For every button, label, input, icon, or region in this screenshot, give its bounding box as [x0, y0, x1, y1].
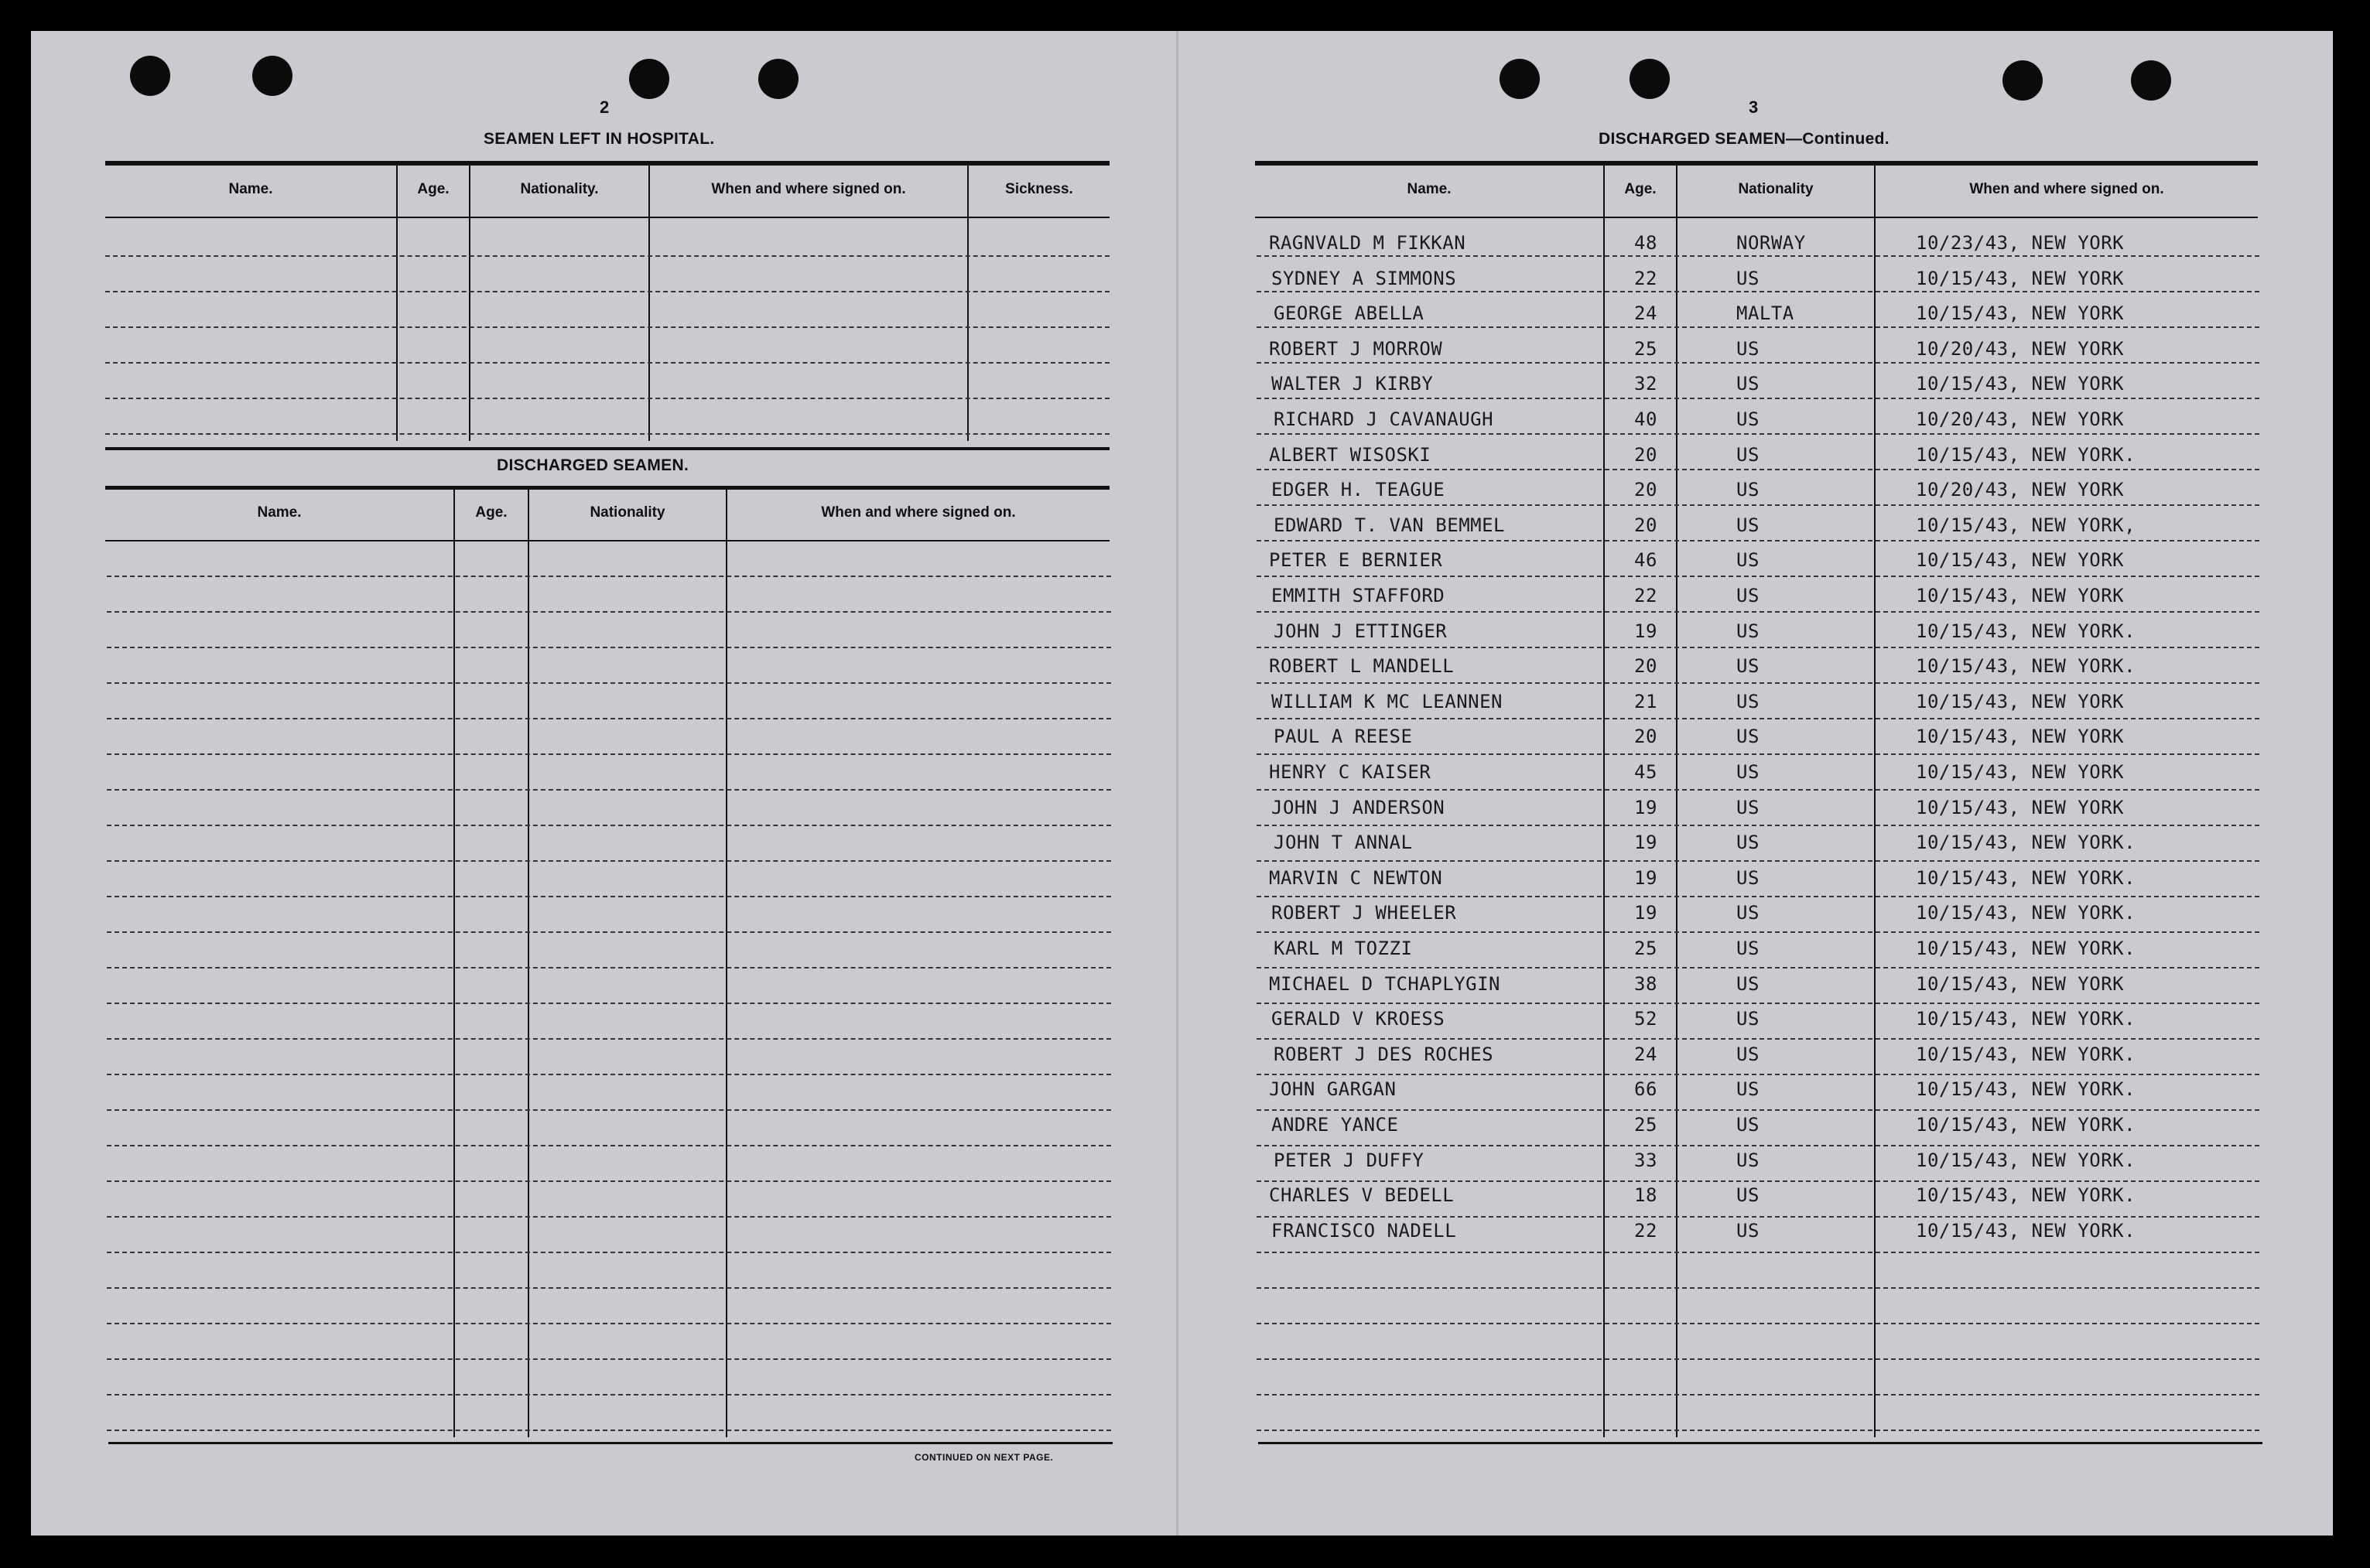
hospital-header-age: Age.	[417, 181, 450, 197]
dashed-rule	[107, 1252, 1111, 1253]
dashed-rule	[107, 576, 1111, 577]
dashed-rule	[107, 931, 1111, 933]
dashed-rule	[1257, 1109, 2259, 1111]
punch-hole	[1500, 59, 1540, 99]
seaman-signed-on: 10/15/43, NEW YORK	[1916, 585, 2125, 606]
seaman-age: 21	[1634, 690, 1657, 712]
discharged-header-nationality: Nationality	[590, 504, 665, 521]
seaman-name: HENRY C KAISER	[1269, 761, 1431, 783]
right-header-rule	[1255, 217, 2258, 218]
seaman-age: 19	[1634, 620, 1657, 642]
seaman-signed-on: 10/15/43, NEW YORK.	[1916, 1008, 2136, 1030]
seaman-signed-on: 10/15/43, NEW YORK.	[1916, 902, 2136, 924]
dashed-rule	[1257, 682, 2259, 684]
dashed-rule	[107, 825, 1111, 826]
seaman-nationality: US	[1736, 1078, 1760, 1101]
seaman-age: 24	[1634, 302, 1657, 325]
dashed-rule	[107, 1394, 1111, 1395]
dashed-rule	[105, 398, 1110, 399]
dashed-rule	[107, 896, 1111, 897]
dashed-rule	[1257, 1323, 2259, 1324]
dashed-rule	[105, 326, 1110, 328]
right-header-age: Age.	[1624, 181, 1657, 197]
seaman-name: EDWARD T. VAN BEMMEL	[1274, 514, 1505, 536]
dashed-rule	[1257, 647, 2259, 648]
seaman-signed-on: 10/15/43, NEW YORK.	[1916, 620, 2136, 642]
seaman-signed-on: 10/15/43, NEW YORK.	[1916, 1184, 2136, 1207]
dashed-rule	[1257, 469, 2259, 470]
seaman-nationality: US	[1736, 585, 1760, 606]
seaman-age: 33	[1634, 1149, 1657, 1171]
dashed-rule	[1257, 1180, 2259, 1182]
page-fold	[1176, 31, 1178, 1536]
seaman-nationality: US	[1736, 408, 1760, 430]
dashed-rule	[107, 1323, 1111, 1324]
seaman-nationality: US	[1736, 832, 1760, 854]
dashed-rule	[107, 611, 1111, 613]
hospital-header-sickness: Sickness.	[1005, 181, 1073, 197]
seaman-nationality: US	[1736, 655, 1760, 678]
seaman-age: 19	[1634, 832, 1657, 854]
seaman-signed-on: 10/15/43, NEW YORK.	[1916, 1078, 2136, 1101]
seaman-name: JOHN J ANDERSON	[1271, 796, 1445, 818]
seaman-nationality: US	[1736, 1114, 1760, 1136]
seaman-nationality: US	[1736, 972, 1760, 995]
seaman-age: 22	[1634, 267, 1657, 289]
punch-hole	[130, 56, 170, 96]
seaman-signed-on: 10/15/43, NEW YORK	[1916, 267, 2125, 289]
seaman-nationality: US	[1736, 690, 1760, 712]
seaman-signed-on: 10/15/43, NEW YORK.	[1916, 1219, 2136, 1242]
dashed-rule	[1257, 860, 2259, 862]
seaman-name: FRANCISCO NADELL	[1271, 1219, 1457, 1242]
punch-hole	[2131, 60, 2171, 101]
seaman-signed-on: 10/20/43, NEW YORK	[1916, 337, 2125, 360]
seaman-signed-on: 10/15/43, NEW YORK.	[1916, 938, 2136, 959]
dashed-rule	[1257, 504, 2259, 506]
left-bottom-rule	[108, 1442, 1113, 1444]
dashed-rule	[107, 718, 1111, 719]
right-col-divider	[1874, 166, 1876, 1437]
seaman-name: CHARLES V BEDELL	[1269, 1184, 1455, 1207]
dashed-rule	[1257, 576, 2259, 577]
right-top-rule	[1255, 161, 2258, 166]
seaman-age: 38	[1634, 972, 1657, 995]
seaman-signed-on: 10/15/43, NEW YORK.	[1916, 655, 2136, 678]
dashed-rule	[1257, 753, 2259, 755]
hospital-section-title: SEAMEN LEFT IN HOSPITAL.	[484, 130, 715, 148]
seaman-name: SYDNEY A SIMMONS	[1271, 267, 1457, 289]
seaman-name: JOHN T ANNAL	[1274, 832, 1413, 854]
dashed-rule	[1257, 1216, 2259, 1218]
dashed-rule	[1257, 1252, 2259, 1253]
dashed-rule	[107, 789, 1111, 791]
dashed-rule	[107, 1109, 1111, 1111]
seaman-nationality: MALTA	[1736, 302, 1794, 325]
seaman-signed-on: 10/15/43, NEW YORK	[1916, 302, 2125, 325]
discharged-col-divider	[528, 490, 529, 1437]
dashed-rule	[107, 1287, 1111, 1289]
seaman-name: MARVIN C NEWTON	[1269, 866, 1443, 889]
seaman-age: 20	[1634, 443, 1657, 466]
seaman-signed-on: 10/15/43, NEW YORK	[1916, 796, 2125, 818]
seaman-signed-on: 10/23/43, NEW YORK	[1916, 232, 2125, 254]
dashed-rule	[1257, 1145, 2259, 1146]
right-bottom-rule	[1258, 1442, 2262, 1444]
seaman-signed-on: 10/15/43, NEW YORK.	[1916, 1043, 2136, 1065]
seaman-age: 25	[1634, 337, 1657, 360]
dashed-rule	[107, 1430, 1111, 1431]
seaman-nationality: US	[1736, 1219, 1760, 1242]
seaman-name: GEORGE ABELLA	[1274, 302, 1424, 325]
seaman-name: PETER E BERNIER	[1269, 549, 1443, 572]
punch-hole	[1630, 59, 1670, 99]
seaman-nationality: US	[1736, 1008, 1760, 1030]
dashed-rule	[107, 860, 1111, 862]
seaman-nationality: US	[1736, 267, 1760, 289]
seaman-name: ROBERT J DES ROCHES	[1274, 1043, 1494, 1065]
dashed-rule	[107, 647, 1111, 648]
discharged-col-divider	[726, 490, 727, 1437]
seaman-nationality: US	[1736, 443, 1760, 466]
seaman-name: EDGER H. TEAGUE	[1271, 479, 1445, 501]
dashed-rule	[1257, 611, 2259, 613]
seaman-name: GERALD V KROESS	[1271, 1008, 1445, 1030]
dashed-rule	[1257, 291, 2259, 292]
seaman-age: 32	[1634, 373, 1657, 395]
seaman-name: JOHN J ETTINGER	[1274, 620, 1448, 642]
dashed-rule	[1257, 433, 2259, 435]
seaman-age: 45	[1634, 761, 1657, 783]
seaman-age: 22	[1634, 1219, 1657, 1242]
seaman-signed-on: 10/15/43, NEW YORK.	[1916, 832, 2136, 854]
discharged-header-name: Name.	[257, 504, 302, 521]
dashed-rule	[1257, 326, 2259, 328]
seaman-age: 22	[1634, 585, 1657, 606]
dashed-rule	[105, 362, 1110, 364]
right-page-number: 3	[1749, 97, 1759, 117]
dashed-rule	[1257, 896, 2259, 897]
discharged-header-age: Age.	[475, 504, 508, 521]
dashed-rule	[1257, 967, 2259, 968]
seaman-age: 20	[1634, 514, 1657, 536]
seaman-age: 25	[1634, 1114, 1657, 1136]
discharged-section-title: DISCHARGED SEAMEN.	[497, 456, 689, 474]
seaman-age: 19	[1634, 902, 1657, 924]
dashed-rule	[1257, 718, 2259, 719]
seaman-signed-on: 10/15/43, NEW YORK	[1916, 761, 2125, 783]
seaman-name: JOHN GARGAN	[1269, 1078, 1397, 1101]
dashed-rule	[105, 255, 1110, 257]
right-col-divider	[1603, 166, 1605, 1437]
hospital-col-divider	[396, 166, 398, 441]
seaman-age: 19	[1634, 796, 1657, 818]
seaman-nationality: US	[1736, 866, 1760, 889]
punch-hole	[758, 59, 799, 99]
dashed-rule	[1257, 398, 2259, 399]
seaman-name: RICHARD J CAVANAUGH	[1274, 408, 1494, 430]
dashed-rule	[105, 433, 1110, 435]
seaman-name: KARL M TOZZI	[1274, 938, 1413, 959]
hospital-header-signed-on: When and where signed on.	[711, 181, 906, 197]
seaman-name: ROBERT L MANDELL	[1269, 655, 1455, 678]
seaman-age: 52	[1634, 1008, 1657, 1030]
right-col-divider	[1676, 166, 1677, 1437]
dashed-rule	[107, 1180, 1111, 1182]
dashed-rule	[107, 682, 1111, 684]
dashed-rule	[105, 291, 1110, 292]
discharged-top-rule	[105, 447, 1110, 450]
dashed-rule	[107, 967, 1111, 968]
seaman-nationality: US	[1736, 902, 1760, 924]
right-header-signed-on: When and where signed on.	[1969, 181, 2164, 197]
dashed-rule	[1257, 1003, 2259, 1004]
seaman-name: MICHAEL D TCHAPLYGIN	[1269, 972, 1500, 995]
seaman-signed-on: 10/15/43, NEW YORK	[1916, 972, 2125, 995]
seaman-nationality: US	[1736, 620, 1760, 642]
seaman-age: 46	[1634, 549, 1657, 572]
seaman-age: 19	[1634, 866, 1657, 889]
punch-hole	[2002, 60, 2043, 101]
seaman-signed-on: 10/15/43, NEW YORK.	[1916, 1149, 2136, 1171]
seaman-age: 25	[1634, 938, 1657, 959]
dashed-rule	[1257, 1038, 2259, 1040]
dashed-rule	[1257, 1358, 2259, 1360]
right-header-name: Name.	[1407, 181, 1452, 197]
seaman-nationality: US	[1736, 549, 1760, 572]
seaman-age: 20	[1634, 655, 1657, 678]
hospital-col-divider	[648, 166, 650, 441]
seaman-nationality: US	[1736, 761, 1760, 783]
discharged-col-divider	[453, 490, 455, 1437]
dashed-rule	[107, 1358, 1111, 1360]
seaman-nationality: US	[1736, 1149, 1760, 1171]
hospital-col-divider	[967, 166, 969, 441]
seaman-nationality: US	[1736, 938, 1760, 959]
seaman-age: 20	[1634, 726, 1657, 748]
dashed-rule	[1257, 825, 2259, 826]
seaman-nationality: US	[1736, 726, 1760, 748]
seaman-nationality: US	[1736, 796, 1760, 818]
dashed-rule	[1257, 1287, 2259, 1289]
seaman-nationality: US	[1736, 514, 1760, 536]
continued-note: CONTINUED ON NEXT PAGE.	[915, 1452, 1054, 1463]
dashed-rule	[107, 1003, 1111, 1004]
seaman-signed-on: 10/20/43, NEW YORK	[1916, 408, 2125, 430]
seaman-name: RAGNVALD M FIKKAN	[1269, 232, 1466, 254]
dashed-rule	[1257, 1394, 2259, 1395]
seaman-signed-on: 10/20/43, NEW YORK	[1916, 479, 2125, 501]
dashed-rule	[107, 753, 1111, 755]
seaman-name: WALTER J KIRBY	[1271, 373, 1434, 395]
dashed-rule	[1257, 362, 2259, 364]
seaman-signed-on: 10/15/43, NEW YORK	[1916, 690, 2125, 712]
seaman-nationality: US	[1736, 373, 1760, 395]
seaman-nationality: NORWAY	[1736, 232, 1806, 254]
discharged-header-rule	[105, 540, 1110, 541]
seaman-signed-on: 10/15/43, NEW YORK.	[1916, 443, 2136, 466]
seaman-age: 18	[1634, 1184, 1657, 1207]
hospital-header-name: Name.	[228, 181, 273, 197]
dashed-rule	[1257, 1430, 2259, 1431]
discharged-title-rule	[105, 486, 1110, 490]
dashed-rule	[107, 1038, 1111, 1040]
seaman-name: ANDRE YANCE	[1271, 1114, 1399, 1136]
seaman-age: 48	[1634, 232, 1657, 254]
dashed-rule	[1257, 255, 2259, 257]
seaman-signed-on: 10/15/43, NEW YORK.	[1916, 1114, 2136, 1136]
right-section-title: DISCHARGED SEAMEN—Continued.	[1599, 130, 1890, 148]
seaman-name: ROBERT J WHEELER	[1271, 902, 1457, 924]
seaman-signed-on: 10/15/43, NEW YORK	[1916, 373, 2125, 395]
seaman-nationality: US	[1736, 479, 1760, 501]
seaman-name: ALBERT WISOSKI	[1269, 443, 1431, 466]
punch-hole	[629, 59, 669, 99]
hospital-header-rule	[105, 217, 1110, 218]
right-header-nationality: Nationality	[1738, 181, 1814, 197]
seaman-signed-on: 10/15/43, NEW YORK.	[1916, 866, 2136, 889]
seaman-name: ROBERT J MORROW	[1269, 337, 1443, 360]
seaman-nationality: US	[1736, 337, 1760, 360]
hospital-top-rule	[105, 161, 1110, 166]
seaman-signed-on: 10/15/43, NEW YORK,	[1916, 514, 2136, 536]
dashed-rule	[1257, 789, 2259, 791]
seaman-signed-on: 10/15/43, NEW YORK	[1916, 726, 2125, 748]
seaman-age: 24	[1634, 1043, 1657, 1065]
dashed-rule	[1257, 1074, 2259, 1075]
seaman-nationality: US	[1736, 1184, 1760, 1207]
seaman-age: 40	[1634, 408, 1657, 430]
seaman-age: 66	[1634, 1078, 1657, 1101]
hospital-col-divider	[469, 166, 470, 441]
dashed-rule	[107, 1074, 1111, 1075]
seaman-name: WILLIAM K MC LEANNEN	[1271, 690, 1503, 712]
dashed-rule	[107, 1145, 1111, 1146]
seaman-signed-on: 10/15/43, NEW YORK	[1916, 549, 2125, 572]
dashed-rule	[1257, 931, 2259, 933]
seaman-name: PETER J DUFFY	[1274, 1149, 1424, 1171]
discharged-header-signed-on: When and where signed on.	[821, 504, 1016, 521]
punch-hole	[252, 56, 292, 96]
dashed-rule	[107, 1216, 1111, 1218]
seaman-name: PAUL A REESE	[1274, 726, 1413, 748]
seaman-name: EMMITH STAFFORD	[1271, 585, 1445, 606]
dashed-rule	[1257, 540, 2259, 541]
hospital-header-nationality: Nationality.	[520, 181, 599, 197]
seaman-nationality: US	[1736, 1043, 1760, 1065]
left-page-number: 2	[600, 97, 610, 117]
seaman-age: 20	[1634, 479, 1657, 501]
